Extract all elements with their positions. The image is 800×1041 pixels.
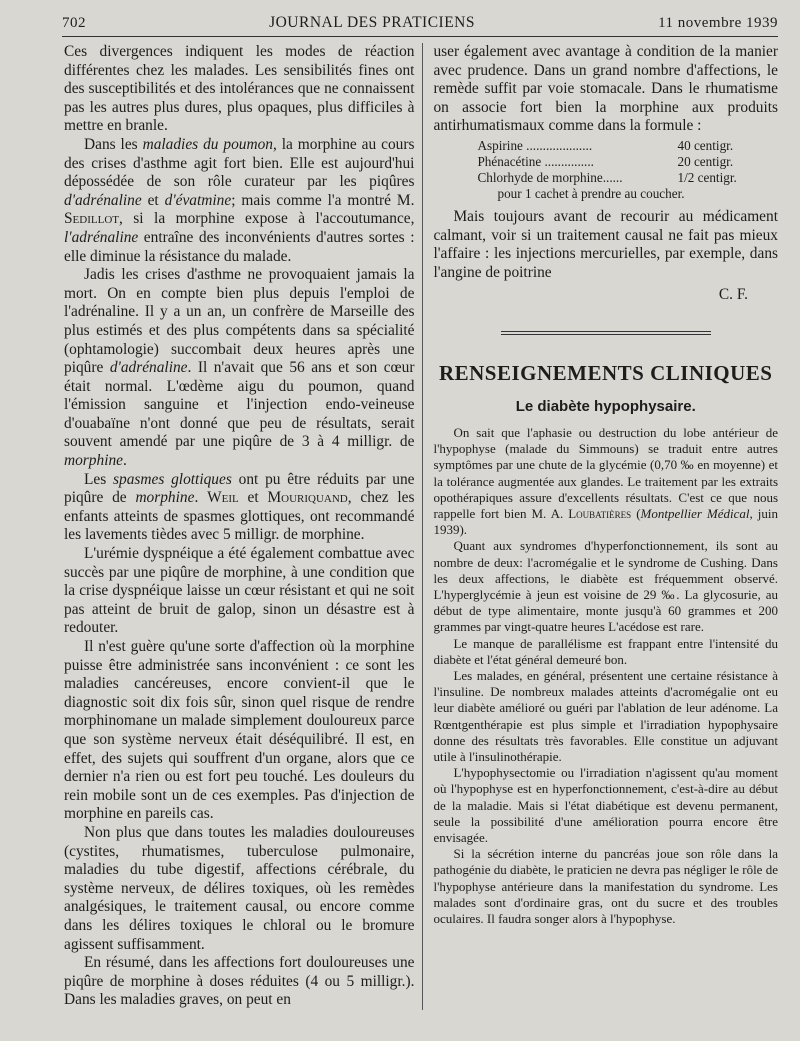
article-subtitle: Le diabète hypophysaire. [515,397,696,415]
paragraph: Mais toujours avant de recourir au médicament calmant, voir si un traitement causal ne fait pas mieux l'affaire : les injections mercurielles, par exemple, dans l'angine de poitrine [433,207,778,281]
left-column [64,43,423,1010]
paragraph: Jadis les crises d'asthme ne provoquaient jamais la mort. On en compte bien plus depuis l'emploi de l'adrénaline. Il y a un an, un confrère de Marseille des plus estimés et des plus compétents dans sa spécialité (ophtamologie) succombait deux heures après une piqûre d'adrénaline. Il n'avait que 56 ans et son cœur était normal. L'œdème aigu du poumon, quand l'émission sanguine et l'injection endo-veineuse d'ouabaïne n'ont donné que peu de résultats, serait souvent amendé par une piqûre de 3 à 4 milligr. de morphine. [64,266,415,470]
paragraph: Les spasmes glottiques ont pu être réduits par une piqûre de morphine. Weil et Mouriquand, chez les enfants atteints de spasmes glottiques, ont recommandé les lavements tièdes avec 5 milligr. de morphine. [64,470,415,544]
paragraph: L'hypophysectomie ou l'irradiation n'agissent qu'au moment où l'hypophyse est en hyperfonctionnement, c'est-à-dire au début de la maladie. Mais si l'état diabétique est devenu permanent, seule la possibilité d'une amélioration pourra encore être envisagée. [433,765,778,846]
paragraph: On sait que l'aphasie ou destruction du lobe antérieur de l'hypophyse (malade du Simmouns) se traduit entre autres symptômes par une chute de la glycémie (0,70 ‰ en moyenne) et la tolérance augmentée aux glandes. Le traitement par les extraits opothérapiques assure d'excellents résultats. C'est ce que nous rappelle fort bien M. A. Loubatières (Montpellier Médical, juin 1939). [433,424,778,538]
author-initials: C. F. [718,286,748,304]
formula-note: pour 1 cachet à prendre au coucher. [497,185,685,201]
paragraph: user également avec avantage à condition de la manier avec prudence. Dans un grand nombre d'affections, le remède suffit par voie stomacale. Dans le rhumatisme on associe fort bien la morphine aux produits antirhumatismaux comme dans la formule : [433,43,778,135]
formula-row: Chlorhyde de morphine...... 1/2 centigr. [477,169,737,185]
formula-row: Phénacétine ............... 20 centigr. [477,153,734,169]
paragraph: L'urémie dyspnéique a été également combattue avec succès par une piqûre de morphine, à une condition que la crise dyspnéique laisse un cœur résistant et qui ne soit pas atteint de bruit de galop, sinon un désastre est à redouter. [64,545,415,637]
page-number: 702 [62,15,86,31]
paragraph: Il n'est guère qu'une sorte d'affection où la morphine puisse être administrée sans inconvénient : ce sont les maladies cancéreuses, encore convient-il que le diagnostic soit dix fois sûr, sinon quel risque de rendre morphinomane un malade simplement douloureux parce que son système nerveux était déséquilibré. Il est, en effet, des sujets qui souffrent d'un organe, alors que ce dernier n'a rien ou est fort peu touché. Les douleurs du rein mobile sont un de ces exemples. Pas d'injection de morphine en pareils cas. [64,638,415,823]
two-column-body [64,43,778,1010]
section-divider [501,331,711,335]
paragraph: Quant aux syndromes d'hyperfonctionnement, ils sont au nombre de deux: l'acromégalie et le syndrome de Cushing. Dans les deux affections, le diabète est fréquemment observé. L'hyperglycémie à jeun est voisine de 29 ‰. La glycosurie, au début de type alimentaire, monte jusqu'à 60 grammes et 200 grammes par vingt-quatre heures L'acédose est rare. [433,538,778,635]
section-title: RENSEIGNEMENTS CLINIQUES [438,360,773,385]
clinical-article [433,425,778,927]
paragraph: Non plus que dans toutes les maladies douloureuses (cystites, rhumatismes, tuberculose pulmonaire, maladies du tube digestif, affections cérébrale, du système nerveux, de délires toxiques, où les remèdes analgésiques, le traitement causal, ou encore comme dans les délires toxiques le chloral ou le bromure agissent suffisamment. [64,823,415,953]
paragraph: Ces divergences indiquent les modes de réaction différentes chez les malades. Les sensibilités fines ont des susceptibilités et des intolérances que ne connaissent pas les autres plus dures, plus opaques, plus difficiles à mettre en branle. [64,43,415,135]
paragraph: Dans les maladies du poumon, la morphine au cours des crises d'asthme agit fort bien. Elle est aujourd'hui dépossédée de son rôle curateur par les piqûres d'adrénaline et d'évatmine; mais comme l'a montré M. Sedillot, si la morphine expose à l'accoutumance, l'adrénaline entraîne des inconvénients d'autres sortes : elle diminue la résistance du malade. [64,135,415,265]
journal-title: JOURNAL DES PRATICIENS [269,14,475,31]
running-header [62,14,778,37]
right-column [423,43,778,1010]
paragraph: Le manque de parallélisme est frappant entre l'intensité du diabète et l'état général demeuré bon. [433,635,778,667]
formula-row: Aspirine .................... 40 centigr. [477,137,734,153]
paragraph: En résumé, dans les affections fort douloureuses une piqûre de morphine à doses réduites (4 ou 5 milligr.). Dans les maladies graves, on peut en [64,954,415,1009]
paragraph: Les malades, en général, présentent une certaine résistance à l'insuline. De nombreux malades atteints d'acromégalie ont eu leur diabète amélioré ou guéri par l'ablation de leur adénome. La Rœntgenthérapie est plus simple et l'irradiation hypophysaire donne des résultats très favorables. Elle constitue un adjuvant utile à l'insulinothérapie. [433,667,778,764]
prescription-formula [433,138,778,202]
issue-date: 11 novembre 1939 [658,15,778,31]
paragraph: Si la sécrétion interne du pancréas joue son rôle dans la pathogénie du diabète, le praticien ne devra pas négliger le rôle de l'hypophyse antérieure dans la manifestation du syndrome. Les malades sont d'ordinaire gras, ont du sucre et des troubles oculaires. Il faudra songer alors à l'hypophyse. [433,846,778,927]
